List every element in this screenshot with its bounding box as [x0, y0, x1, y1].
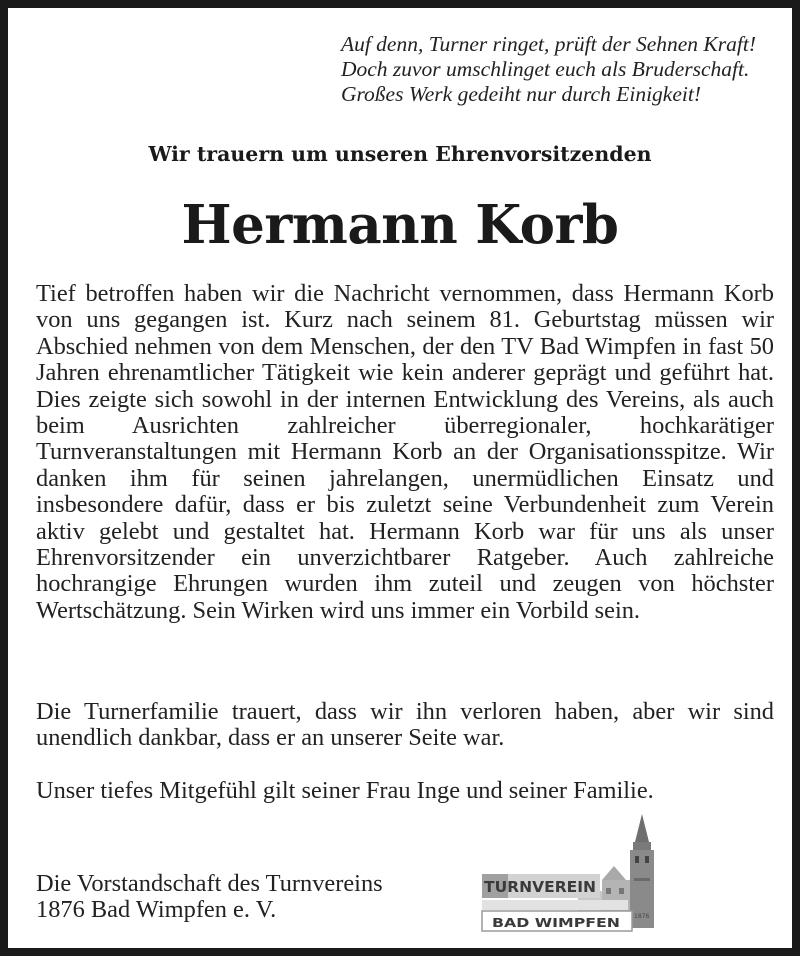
logo-year-text: 1876: [634, 913, 650, 920]
sympathy-paragraph: Unser tiefes Mitgefühl gilt seiner Frau Inge und seiner Familie.: [36, 777, 654, 804]
condolence-paragraph: Die Turnerfamilie trauert, dass wir ihn verloren haben, aber wir sind unendlich dankbar, dass er an unserer Seite war.: [36, 698, 774, 752]
motto-line: Großes Werk gedeiht nur durch Einigkeit!: [340, 82, 701, 106]
motto-line: Doch zuvor umschlinget euch als Bruderschaft.: [340, 57, 750, 81]
signature-block: [36, 871, 383, 924]
motto-verse: [341, 32, 756, 107]
deceased-name: Hermann Korb: [181, 194, 619, 256]
turnverein-logo: [474, 812, 674, 932]
signature-line: Die Vorstandschaft des Turnvereins: [36, 870, 383, 897]
signature-line: 1876 Bad Wimpfen e. V.: [36, 896, 277, 924]
tribute-paragraph: Tief betroffen haben wir die Nachricht vernommen, dass Hermann Korb von uns gegangen ist. Kurz nach seinem 81. Geburtstag müssen wir Abschied nehmen von dem Menschen, der den TV Bad Wimpfen in fast 50 Jahren ehrenamtlicher Tätigkeit wie kein anderer geprägt und geführt hat. Dies zeigte sich sowohl in der internen Entwicklung des Vereins, als auch beim Ausrichten zahlreicher überregionaler, hochkarätiger Turnveranstaltungen mit Hermann Korb an der Organisationsspitze. Wir danken ihm für seinen jahrelangen, unermüdlichen Einsatz und insbesondere dafür, dass er bis zuletzt seine Verbundenheit zum Verein aktiv gelebt und gestaltet hat. Hermann Korb war für uns als unser Ehrenvorsitzender ein unverzichtbarer Ratgeber. Auch zahlreiche hochrangige Ehrungen wurden ihm zuteil und zeugen von höchster Wertschätzung. Sein Wirken wird uns immer ein Vorbild sein.: [36, 280, 774, 624]
mourning-subheading: Wir trauern um unseren Ehrenvorsitzenden: [148, 142, 652, 166]
motto-line: Auf denn, Turner ringet, prüft der Sehnen Kraft!: [340, 32, 756, 56]
logo-top-text: TURNVEREIN: [484, 878, 596, 896]
logo-bottom-text: BAD WIMPFEN: [492, 915, 620, 930]
